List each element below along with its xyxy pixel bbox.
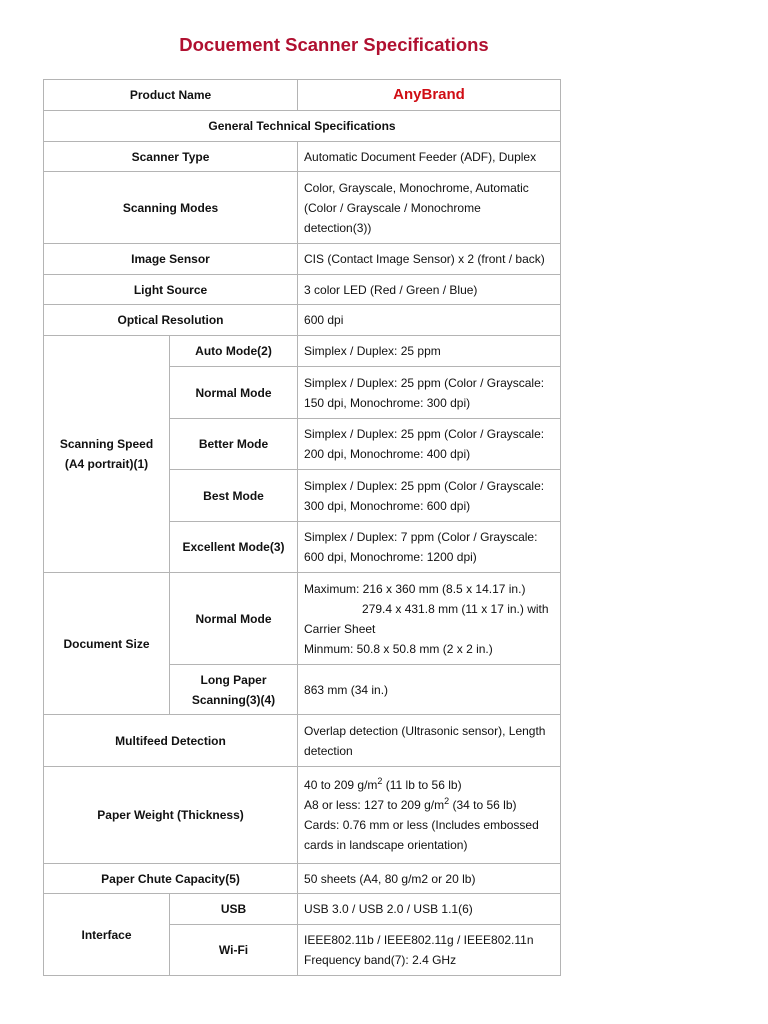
table-row-optical-resolution <box>44 305 561 336</box>
image-sensor-label: Image Sensor <box>44 244 298 275</box>
speed-mode-value <box>298 367 561 419</box>
optical-resolution-value: 600 dpi <box>298 305 561 336</box>
speed-mode-value <box>298 470 561 522</box>
docsize-line: Carrier Sheet <box>304 621 376 636</box>
scanning-modes-line: Color, Grayscale, Monochrome, Automatic <box>304 180 529 195</box>
table-row-image-sensor <box>44 244 561 275</box>
docsize-normal-value <box>298 573 561 665</box>
scanning-modes-label: Scanning Modes <box>44 172 298 244</box>
speed-mode-name: Better Mode <box>170 419 298 470</box>
interface-usb-name: USB <box>170 894 298 925</box>
paper-weight-line <box>304 795 554 815</box>
speed-mode-value: Simplex / Duplex: 25 ppm <box>298 336 561 367</box>
scanning-speed-label-line: Scanning Speed <box>59 437 154 451</box>
speed-mode-name: Auto Mode(2) <box>170 336 298 367</box>
speed-mode-name: Best Mode <box>170 470 298 522</box>
multifeed-value <box>298 715 561 767</box>
table-row-chute-capacity <box>44 864 561 894</box>
speed-mode-line: 600 dpi, Monochrome: 1200 dpi) <box>304 550 477 564</box>
image-sensor-value: CIS (Contact Image Sensor) x 2 (front / back) <box>298 244 561 275</box>
speed-mode-name: Excellent Mode(3) <box>170 522 298 573</box>
table-row-speed-auto <box>44 336 561 367</box>
paper-weight-line: cards in landscape orientation) <box>304 838 468 852</box>
superscript: 2 <box>444 796 450 806</box>
section-header: General Technical Specifications <box>44 111 561 142</box>
interface-wifi-value <box>298 925 561 976</box>
table-row-interface-usb <box>44 894 561 925</box>
multifeed-line: detection <box>304 743 353 758</box>
speed-mode-line: Simplex / Duplex: 25 ppm (Color / Grayscale: <box>304 478 545 493</box>
paper-weight-text: (11 lb to 56 lb) <box>382 778 462 792</box>
paper-weight-line: Cards: 0.76 mm or less (Includes embossed <box>304 818 539 832</box>
table-row-multifeed <box>44 715 561 767</box>
docsize-long-name-line: Long Paper <box>200 672 267 687</box>
wifi-line: IEEE802.11b / IEEE802.11g / IEEE802.11n <box>304 933 534 947</box>
speed-mode-name: Normal Mode <box>170 367 298 419</box>
wifi-line: Frequency band(7): 2.4 GHz <box>304 953 457 967</box>
speed-mode-line: 150 dpi, Monochrome: 300 dpi) <box>304 395 471 410</box>
table-row-scanning-modes <box>44 172 561 244</box>
chute-capacity-value: 50 sheets (A4, 80 g/m2 or 20 lb) <box>298 864 561 894</box>
interface-wifi-name: Wi-Fi <box>170 925 298 976</box>
page-title-container <box>0 34 668 56</box>
docsize-line: Maximum: 216 x 360 mm (8.5 x 14.17 in.) <box>304 581 526 596</box>
speed-mode-value <box>298 522 561 573</box>
product-name-label: Product Name <box>44 80 298 111</box>
table-row-paper-weight <box>44 767 561 864</box>
paper-weight-text: 40 to 209 g/m <box>304 778 378 792</box>
scanner-type-label: Scanner Type <box>44 142 298 172</box>
multifeed-line: Overlap detection (Ultrasonic sensor), Length <box>304 723 546 738</box>
product-name-value: AnyBrand <box>298 80 561 111</box>
speed-mode-line: 200 dpi, Monochrome: 400 dpi) <box>304 447 471 461</box>
speed-mode-line: 300 dpi, Monochrome: 600 dpi) <box>304 498 471 513</box>
docsize-long-name-line: Scanning(3)(4) <box>191 692 276 707</box>
speed-mode-line: Simplex / Duplex: 7 ppm (Color / Grayscale: <box>304 530 538 544</box>
light-source-value: 3 color LED (Red / Green / Blue) <box>298 275 561 305</box>
optical-resolution-label: Optical Resolution <box>44 305 298 336</box>
speed-mode-line: Simplex / Duplex: 25 ppm (Color / Grayscale: <box>304 427 545 441</box>
page-title: Docuement Scanner Specifications <box>179 34 489 55</box>
docsize-mode-name: Normal Mode <box>170 573 298 665</box>
scanning-modes-line: detection(3)) <box>304 220 372 235</box>
superscript: 2 <box>377 776 383 786</box>
table-row-section-header <box>44 111 561 142</box>
speed-mode-line: Simplex / Duplex: 25 ppm (Color / Grayscale: <box>304 375 545 390</box>
paper-weight-line <box>304 775 554 795</box>
scanning-speed-label-line: (A4 portrait)(1) <box>64 457 149 471</box>
paper-weight-label: Paper Weight (Thickness) <box>44 767 298 864</box>
interface-usb-value: USB 3.0 / USB 2.0 / USB 1.1(6) <box>298 894 561 925</box>
paper-weight-text: A8 or less: 127 to 209 g/m <box>304 798 445 812</box>
table-row-light-source <box>44 275 561 305</box>
table-row-product-name <box>44 80 561 111</box>
scanning-modes-line: (Color / Grayscale / Monochrome <box>304 200 481 215</box>
light-source-label: Light Source <box>44 275 298 305</box>
interface-label: Interface <box>44 894 170 976</box>
scanner-type-value: Automatic Document Feeder (ADF), Duplex <box>298 142 561 172</box>
spec-table <box>43 79 561 976</box>
docsize-line <box>304 599 554 619</box>
docsize-long-value: 863 mm (34 in.) <box>298 665 561 715</box>
docsize-line-indented: 279.4 x 431.8 mm (11 x 17 in.) with <box>362 601 549 616</box>
docsize-line: Minmum: 50.8 x 50.8 mm (2 x 2 in.) <box>304 641 493 656</box>
paper-weight-value <box>298 767 561 864</box>
table-row-scanner-type <box>44 142 561 172</box>
docsize-long-name <box>170 665 298 715</box>
table-row-docsize-normal <box>44 573 561 665</box>
chute-capacity-label: Paper Chute Capacity(5) <box>44 864 298 894</box>
multifeed-label: Multifeed Detection <box>44 715 298 767</box>
scanning-modes-value <box>298 172 561 244</box>
document-size-label: Document Size <box>44 573 170 715</box>
scanning-speed-label <box>44 336 170 573</box>
paper-weight-text: (34 to 56 lb) <box>449 798 517 812</box>
speed-mode-value <box>298 419 561 470</box>
